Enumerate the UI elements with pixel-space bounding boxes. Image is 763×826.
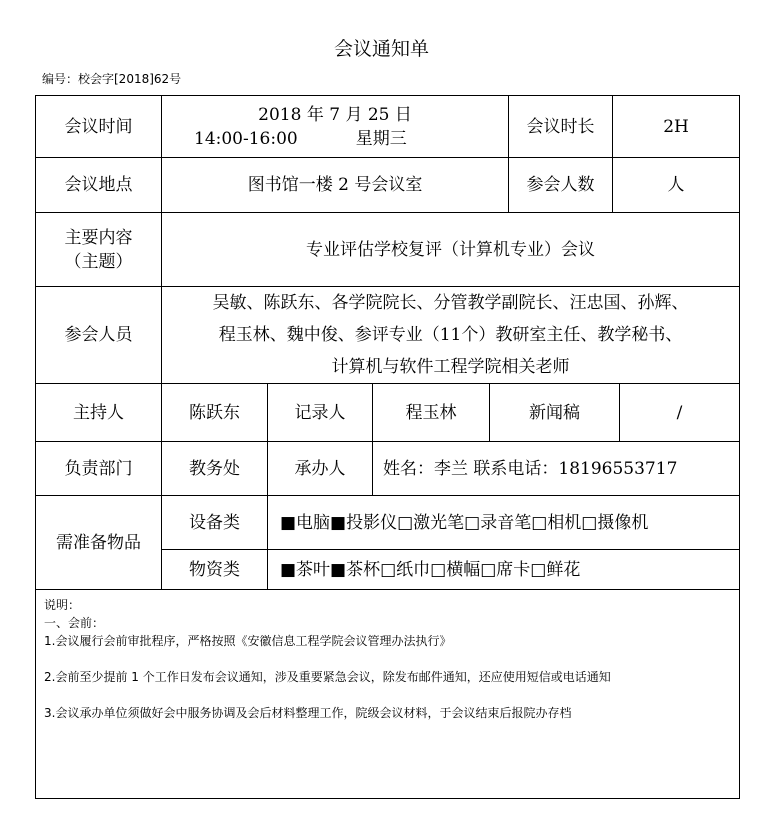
duration-label: 会议时长 — [509, 96, 613, 158]
meeting-time — [162, 96, 509, 158]
content-label-line: （主题） — [64, 251, 133, 272]
items-label: 需准备物品 — [36, 496, 162, 590]
page-title: 会议通知单 — [333, 38, 429, 60]
note-item: 1.会议履行会前审批程序，严格按照《安徽信息工程学院会议管理办法执行》 — [44, 634, 452, 648]
supplies-label: 物资类 — [162, 550, 268, 590]
notes-section-title: 一、会前： — [44, 616, 105, 630]
content-value: 专业评估学校复评（计算机专业）会议 — [162, 213, 740, 287]
attendees-line: 吴敏、陈跃东、各学院院长、分管教学副院长、汪忠国、孙辉、 — [212, 293, 689, 313]
dept-label: 负责部门 — [36, 442, 162, 496]
meeting-weekday: 星期三 — [355, 128, 407, 149]
attendees-label: 参会人员 — [36, 287, 162, 384]
place-label: 会议地点 — [36, 158, 162, 213]
time-label: 会议时间 — [36, 96, 162, 158]
count-label: 参会人数 — [509, 158, 613, 213]
count-value: 人 — [613, 158, 740, 213]
content-label — [36, 213, 162, 287]
attendees-line: 程玉林、魏中俊、参评专业（11个）教研室主任、教学秘书、 — [218, 325, 683, 345]
duration-value: 2H — [613, 96, 740, 158]
supplies-checklist[interactable]: ■茶叶■茶杯□纸巾□横幅□席卡□鲜花 — [268, 550, 740, 590]
organizer-value: 姓名：李兰 联系电话：18196553717 — [373, 442, 740, 496]
document-number: 编号：校会字[2018]62号 — [42, 72, 182, 86]
recorder-label: 记录人 — [268, 384, 373, 442]
organizer-label: 承办人 — [268, 442, 373, 496]
attendees-line: 计算机与软件工程学院相关老师 — [331, 357, 570, 377]
host-value: 陈跃东 — [162, 384, 268, 442]
dept-value: 教务处 — [162, 442, 268, 496]
place-value: 图书馆一楼 2 号会议室 — [162, 158, 509, 213]
notes-heading: 说明： — [44, 598, 81, 612]
meeting-hours: 14:00-16:00 — [194, 128, 298, 149]
press-label: 新闻稿 — [490, 384, 620, 442]
note-item: 2.会前至少提前 1 个工作日发布会议通知，涉及重要紧急会议，除发布邮件通知，还应使用短信或电话通知 — [44, 670, 611, 684]
meeting-date: 2018 年 7 月 25 日 — [258, 104, 412, 125]
meeting-notice-table — [35, 95, 740, 799]
note-item: 3.会议承办单位须做好会中服务协调及会后材料整理工作，院级会议材料，于会议结束后报院办存档 — [44, 706, 572, 720]
equipment-checklist[interactable]: ■电脑■投影仪□激光笔□录音笔□相机□摄像机 — [268, 496, 740, 550]
content-label-line: 主要内容 — [64, 227, 133, 248]
press-value: / — [620, 384, 740, 442]
notes-section — [36, 590, 740, 799]
recorder-value: 程玉林 — [373, 384, 490, 442]
equipment-label: 设备类 — [162, 496, 268, 550]
host-label: 主持人 — [36, 384, 162, 442]
attendees-value — [162, 287, 740, 384]
